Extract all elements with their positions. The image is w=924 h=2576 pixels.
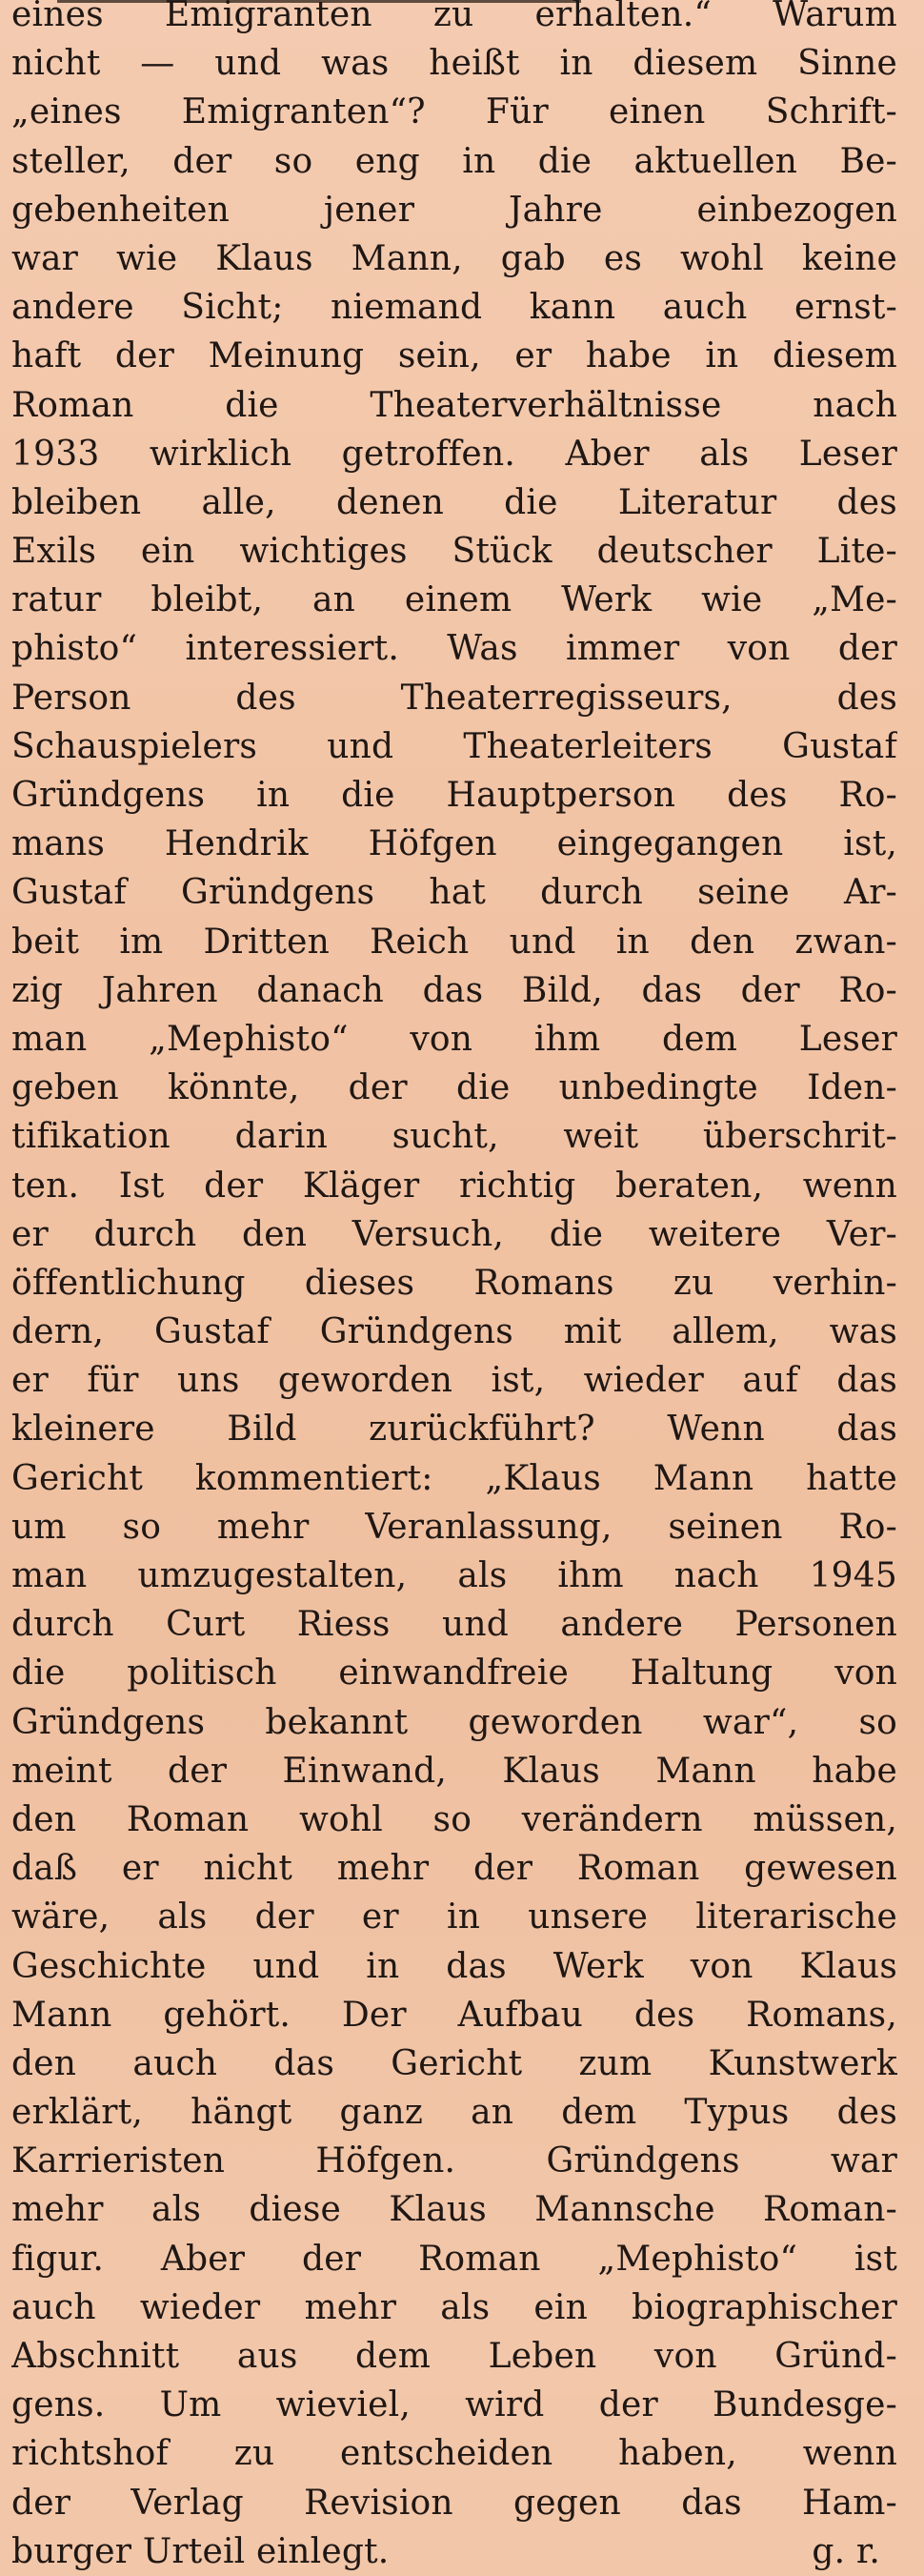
text-line: gens. Um wieviel, wird der Bundesge- <box>11 2385 897 2425</box>
text-line: erklärt, hängt ganz an dem Typus des <box>11 2093 897 2133</box>
last-line <box>11 2527 897 2576</box>
text-line: eines Emigranten zu erhalten.“ Warum <box>11 0 897 34</box>
text-line: figur. Aber der Roman „Mephisto“ ist <box>11 2239 897 2279</box>
text-line: daß er nicht mehr der Roman gewesen <box>11 1849 897 1889</box>
text-line: ten. Ist der Kläger richtig beraten, wenn <box>11 1166 897 1206</box>
text-line: man „Mephisto“ von ihm dem Leser <box>11 1019 897 1059</box>
text-line: Karrieristen Höfgen. Gründgens war <box>11 2141 897 2181</box>
text-line: er durch den Versuch, die weitere Ver- <box>11 1214 897 1254</box>
text-line: den Roman wohl so verändern müssen, <box>11 1799 897 1839</box>
text-line: andere Sicht; niemand kann auch ernst- <box>11 288 897 328</box>
text-line: Mann gehört. Der Aufbau des Romans, <box>11 1995 897 2035</box>
text-line: phisto“ interessiert. Was immer von der <box>11 629 897 669</box>
text-line: Gründgens in die Hauptperson des Ro- <box>11 776 897 815</box>
text-line: die politisch einwandfreie Haltung von <box>11 1653 897 1694</box>
text-line: Gericht kommentiert: „Klaus Mann hatte <box>11 1458 897 1498</box>
text-line: mehr als diese Klaus Mannsche Roman- <box>11 2190 897 2230</box>
text-line: gebenheiten jener Jahre einbezogen <box>11 190 897 230</box>
text-line: den auch das Gericht zum Kunstwerk <box>11 2043 897 2083</box>
text-line: Schauspielers und Theaterleiters Gustaf <box>11 726 897 766</box>
text-line: ratur bleibt, an einem Werk wie „Me- <box>11 580 897 620</box>
text-line: wäre, als der er in unsere literarische <box>11 1897 897 1937</box>
text-line: um so mehr Veranlassung, seinen Ro- <box>11 1507 897 1547</box>
text-line: kleinere Bild zurückführt? Wenn das <box>11 1410 897 1450</box>
text-line: bleiben alle, denen die Literatur des <box>11 482 897 522</box>
text-line: nicht — und was heißt in diesem Sinne <box>11 44 897 84</box>
text-line: dern, Gustaf Gründgens mit allem, was <box>11 1312 897 1352</box>
text-line: richtshof zu entscheiden haben, wenn <box>11 2434 897 2474</box>
text-line: er für uns geworden ist, wieder auf das <box>11 1361 897 1401</box>
text-line: geben könnte, der die unbedingte Iden- <box>11 1068 897 1108</box>
text-line: Person des Theaterregisseurs, des <box>11 678 897 718</box>
text-line: man umzugestalten, als ihm nach 1945 <box>11 1556 897 1595</box>
text-line: haft der Meinung sein, er habe in diesem <box>11 336 897 376</box>
text-line: steller, der so eng in die aktuellen Be- <box>11 141 897 181</box>
text-line: Roman die Theaterverhältnisse nach <box>11 385 897 425</box>
text-line: Exils ein wichtiges Stück deutscher Lite- <box>11 532 897 572</box>
text-line: auch wieder mehr als ein biographischer <box>11 2287 897 2327</box>
text-line: durch Curt Riess und andere Personen <box>11 1605 897 1645</box>
text-line: war wie Klaus Mann, gab es wohl keine <box>11 238 897 278</box>
article-column <box>11 0 897 2576</box>
text-line: tifikation darin sucht, weit überschrit- <box>11 1117 897 1157</box>
last-line-text: burger Urteil einlegt. <box>11 2531 390 2571</box>
text-line: Gustaf Gründgens hat durch seine Ar- <box>11 873 897 913</box>
text-line: öffentlichung dieses Romans zu verhin- <box>11 1263 897 1303</box>
text-line: zig Jahren danach das Bild, das der Ro- <box>11 970 897 1010</box>
text-line: 1933 wirklich getroffen. Aber als Leser <box>11 434 897 474</box>
text-line: Gründgens bekannt geworden war“, so <box>11 1702 897 1742</box>
text-line: beit im Dritten Reich und in den zwan- <box>11 922 897 962</box>
text-line: Abschnitt aus dem Leben von Gründ- <box>11 2337 897 2376</box>
text-line: der Verlag Revision gegen das Ham- <box>11 2483 897 2523</box>
text-line: Geschichte und in das Werk von Klaus <box>11 1946 897 1986</box>
text-line: mans Hendrik Höfgen eingegangen ist, <box>11 824 897 864</box>
text-line: „eines Emigranten“? Für einen Schrift- <box>11 92 897 132</box>
text-line: meint der Einwand, Klaus Mann habe <box>11 1751 897 1791</box>
author-signature: g. r. <box>812 2531 880 2571</box>
